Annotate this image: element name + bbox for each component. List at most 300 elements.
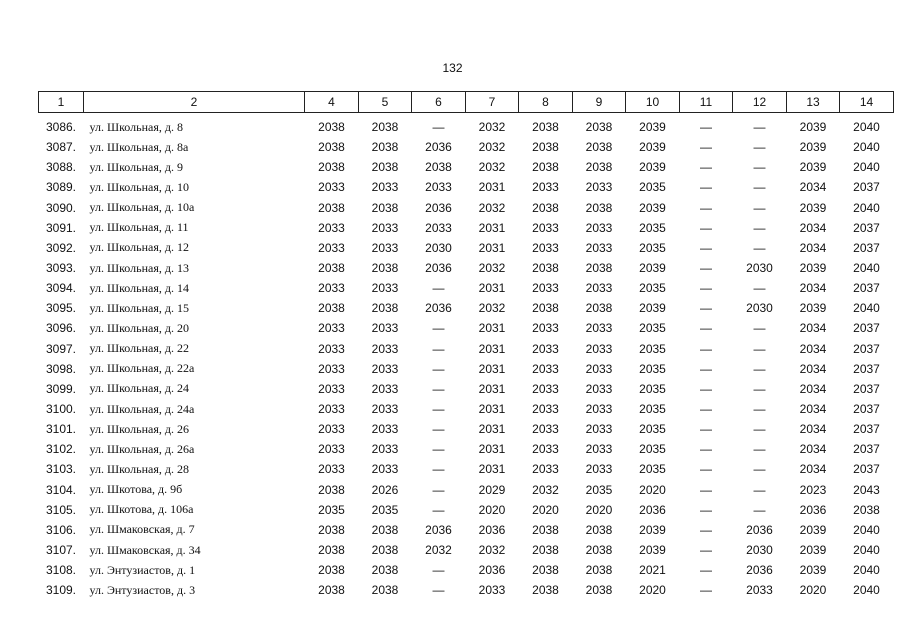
year-cell: 2033 — [318, 361, 345, 376]
year-cell: 2036 — [478, 522, 506, 537]
year-cell: 2033 — [371, 361, 399, 376]
year-cell: 2038 — [532, 120, 559, 135]
year-cell: 2033 — [585, 180, 613, 195]
year-cell: 2026 — [371, 482, 399, 497]
row-number: 3086. — [45, 120, 77, 135]
year-cell: 2038 — [585, 120, 613, 135]
row-number: 3103. — [45, 462, 77, 477]
year-cell: 2031 — [478, 180, 506, 195]
year-cell: 2034 — [799, 180, 827, 195]
year-cell: 2036 — [478, 563, 506, 578]
year-cell: — — [700, 563, 712, 578]
year-cell: 2039 — [799, 261, 827, 276]
year-cell: — — [753, 381, 766, 396]
year-cell: 2036 — [425, 261, 452, 276]
year-cell: — — [753, 402, 766, 417]
column-header: 8 — [519, 92, 573, 113]
year-cell: — — [753, 321, 766, 336]
table-row — [39, 560, 894, 580]
year-cell: 2038 — [371, 140, 399, 155]
year-cell: 2038 — [318, 261, 345, 276]
year-cell: 2038 — [532, 200, 559, 215]
year-cell: 2038 — [371, 563, 399, 578]
year-cell: 2037 — [853, 220, 880, 235]
year-cell: 2038 — [532, 543, 559, 558]
year-cell: 2033 — [585, 422, 613, 437]
year-cell: 2033 — [585, 462, 613, 477]
year-cell: 2038 — [585, 261, 613, 276]
year-cell: 2039 — [639, 301, 666, 316]
address-cell: ул. Школьная, д. 26а — [89, 441, 195, 456]
year-cell: 2038 — [585, 522, 613, 537]
year-cell: 2031 — [478, 381, 506, 396]
schedule-table — [38, 91, 894, 600]
year-cell: 2038 — [532, 522, 559, 537]
year-cell: 2032 — [478, 301, 506, 316]
year-cell: 2040 — [853, 563, 880, 578]
year-cell: 2039 — [799, 140, 827, 155]
row-number: 3090. — [45, 200, 77, 215]
year-cell: 2038 — [318, 140, 345, 155]
year-cell: 2033 — [318, 402, 345, 417]
year-cell: 2032 — [478, 543, 506, 558]
year-cell: 2037 — [853, 180, 880, 195]
table-row — [39, 540, 894, 560]
year-cell: — — [700, 200, 712, 215]
year-cell: 2036 — [425, 140, 452, 155]
year-cell: 2037 — [853, 422, 880, 437]
year-cell: — — [700, 543, 712, 558]
year-cell: 2033 — [318, 321, 345, 336]
year-cell: 2037 — [853, 442, 880, 457]
year-cell: 2033 — [532, 422, 559, 437]
year-cell: 2033 — [318, 281, 345, 296]
year-cell: — — [700, 180, 712, 195]
year-cell: 2031 — [478, 281, 506, 296]
table-row — [39, 198, 894, 218]
year-cell: 2034 — [799, 361, 827, 376]
address-cell: ул. Энтузиастов, д. 3 — [89, 582, 196, 597]
year-cell: — — [700, 301, 712, 316]
address-cell: ул. Школьная, д. 8 — [89, 119, 183, 134]
year-cell: 2033 — [585, 341, 613, 356]
year-cell: — — [700, 361, 712, 376]
year-cell: 2033 — [318, 341, 345, 356]
year-cell: 2033 — [746, 583, 773, 598]
year-cell: 2031 — [478, 341, 506, 356]
year-cell: — — [432, 422, 445, 437]
year-cell: 2037 — [853, 361, 880, 376]
year-cell: 2032 — [478, 160, 506, 175]
table-row — [39, 459, 894, 479]
year-cell: 2031 — [478, 220, 506, 235]
year-cell: 2020 — [585, 502, 613, 517]
table-row — [39, 439, 894, 459]
year-cell: — — [432, 402, 445, 417]
table-row — [39, 580, 894, 600]
row-number: 3098. — [45, 361, 77, 376]
year-cell: 2033 — [371, 180, 399, 195]
year-cell: — — [432, 502, 445, 517]
year-cell: 2030 — [746, 543, 773, 558]
year-cell: 2038 — [425, 160, 452, 175]
year-cell: 2031 — [478, 442, 506, 457]
table-row — [39, 379, 894, 399]
page-number: 132 — [442, 61, 463, 75]
year-cell: — — [700, 402, 712, 417]
year-cell: 2038 — [318, 543, 345, 558]
year-cell: — — [432, 341, 445, 356]
year-cell: 2033 — [318, 462, 345, 477]
year-cell: — — [700, 220, 712, 235]
year-cell: 2033 — [532, 462, 559, 477]
year-cell: — — [753, 422, 766, 437]
year-cell: 2040 — [853, 261, 880, 276]
year-cell: — — [432, 442, 445, 457]
year-cell: 2035 — [639, 281, 666, 296]
year-cell: 2038 — [318, 482, 345, 497]
year-cell: 2023 — [799, 482, 827, 497]
year-cell: 2033 — [585, 381, 613, 396]
year-cell: — — [432, 321, 445, 336]
year-cell: 2036 — [799, 502, 827, 517]
year-cell: 2038 — [853, 502, 880, 517]
year-cell: — — [753, 160, 766, 175]
year-cell: 2020 — [639, 583, 666, 598]
year-cell: — — [700, 120, 712, 135]
address-cell: ул. Школьная, д. 13 — [89, 260, 189, 275]
table-row — [39, 339, 894, 359]
year-cell: — — [432, 120, 445, 135]
year-cell: 2030 — [425, 240, 452, 255]
row-number: 3101. — [45, 422, 77, 437]
year-cell: 2035 — [639, 180, 666, 195]
year-cell: — — [700, 462, 712, 477]
row-number: 3106. — [45, 522, 77, 537]
year-cell: 2033 — [585, 240, 613, 255]
row-number: 3100. — [45, 402, 77, 417]
year-cell: 2038 — [318, 301, 345, 316]
year-cell: — — [432, 583, 445, 598]
year-cell: 2032 — [425, 543, 452, 558]
year-cell: 2039 — [639, 200, 666, 215]
column-header: 5 — [359, 92, 412, 113]
column-header: 13 — [787, 92, 840, 113]
year-cell: 2033 — [532, 361, 559, 376]
year-cell: 2033 — [371, 341, 399, 356]
year-cell: 2037 — [853, 240, 880, 255]
year-cell: 2020 — [532, 502, 559, 517]
year-cell: 2037 — [853, 341, 880, 356]
row-number: 3091. — [45, 220, 77, 235]
table-row — [39, 238, 894, 258]
year-cell: 2039 — [799, 120, 827, 135]
year-cell: 2033 — [371, 240, 399, 255]
table-row — [39, 359, 894, 379]
year-cell: 2037 — [853, 462, 880, 477]
year-cell: 2033 — [532, 402, 559, 417]
year-cell: 2038 — [585, 563, 613, 578]
year-cell: 2036 — [425, 522, 452, 537]
year-cell: 2033 — [532, 381, 559, 396]
year-cell: 2040 — [853, 522, 880, 537]
year-cell: 2035 — [639, 422, 666, 437]
year-cell: — — [753, 220, 766, 235]
table-row — [39, 419, 894, 439]
row-number: 3089. — [45, 180, 77, 195]
row-number: 3108. — [45, 563, 77, 578]
year-cell: — — [700, 240, 712, 255]
address-cell: ул. Шмаковская, д. 34 — [89, 542, 201, 557]
year-cell: 2038 — [532, 301, 559, 316]
year-cell: 2038 — [532, 140, 559, 155]
year-cell: 2040 — [853, 200, 880, 215]
year-cell: 2035 — [639, 321, 666, 336]
year-cell: 2038 — [585, 301, 613, 316]
column-header: 7 — [466, 92, 519, 113]
column-header: 1 — [39, 92, 84, 113]
year-cell: 2033 — [318, 381, 345, 396]
year-cell: 2033 — [532, 281, 559, 296]
year-cell: — — [700, 160, 712, 175]
address-cell: ул. Шмаковская, д. 7 — [89, 522, 195, 537]
table-row — [39, 318, 894, 338]
table-row — [39, 157, 894, 177]
year-cell: 2035 — [639, 442, 666, 457]
year-cell: 2040 — [853, 120, 880, 135]
address-cell: ул. Энтузиастов, д. 1 — [89, 562, 196, 577]
year-cell: 2033 — [425, 180, 452, 195]
year-cell: 2038 — [585, 200, 613, 215]
column-header: 6 — [412, 92, 466, 113]
year-cell: — — [432, 361, 445, 376]
year-cell: 2038 — [585, 140, 613, 155]
table-row — [39, 500, 894, 520]
year-cell: 2031 — [478, 402, 506, 417]
year-cell: 2037 — [853, 381, 880, 396]
row-number: 3093. — [45, 261, 77, 276]
year-cell: 2038 — [371, 301, 399, 316]
year-cell: — — [753, 482, 766, 497]
year-cell: 2034 — [799, 422, 827, 437]
row-number: 3097. — [45, 341, 77, 356]
year-cell: 2039 — [639, 160, 666, 175]
year-cell: 2035 — [639, 220, 666, 235]
year-cell: 2036 — [425, 301, 452, 316]
column-header: 2 — [84, 92, 305, 113]
table-row — [39, 298, 894, 318]
year-cell: 2038 — [371, 543, 399, 558]
year-cell: — — [700, 381, 712, 396]
year-cell: 2040 — [853, 543, 880, 558]
year-cell: 2033 — [371, 381, 399, 396]
table-row — [39, 218, 894, 238]
column-header: 12 — [733, 92, 787, 113]
year-cell: 2039 — [799, 563, 827, 578]
year-cell: 2033 — [371, 321, 399, 336]
year-cell: 2039 — [639, 522, 666, 537]
year-cell: 2034 — [799, 381, 827, 396]
year-cell: 2035 — [639, 240, 666, 255]
year-cell: 2030 — [746, 261, 773, 276]
address-cell: ул. Школьная, д. 20 — [89, 320, 189, 335]
address-cell: ул. Шкотова, д. 9б — [89, 482, 183, 497]
year-cell: — — [753, 281, 766, 296]
year-cell: 2039 — [639, 140, 666, 155]
year-cell: 2033 — [532, 321, 559, 336]
year-cell: 2038 — [371, 583, 399, 598]
year-cell: — — [753, 240, 766, 255]
year-cell: 2033 — [425, 220, 452, 235]
year-cell: — — [700, 341, 712, 356]
row-number: 3087. — [45, 140, 77, 155]
address-cell: ул. Школьная, д. 24 — [89, 381, 189, 396]
year-cell: — — [432, 482, 445, 497]
year-cell: 2038 — [318, 583, 345, 598]
year-cell: 2039 — [799, 543, 827, 558]
year-cell: — — [700, 482, 712, 497]
year-cell: 2033 — [371, 281, 399, 296]
year-cell: 2038 — [318, 160, 345, 175]
address-cell: ул. Школьная, д. 22 — [89, 341, 189, 356]
table-row — [39, 258, 894, 278]
year-cell: 2032 — [532, 482, 559, 497]
year-cell: 2039 — [799, 522, 827, 537]
year-cell: — — [753, 502, 766, 517]
table-row — [39, 278, 894, 298]
year-cell: 2039 — [799, 301, 827, 316]
year-cell: 2038 — [318, 522, 345, 537]
row-number: 3105. — [45, 502, 77, 517]
row-number: 3107. — [45, 543, 77, 558]
year-cell: 2043 — [853, 482, 880, 497]
year-cell: 2033 — [532, 442, 559, 457]
year-cell: 2032 — [478, 140, 506, 155]
year-cell: 2020 — [799, 583, 827, 598]
row-number: 3096. — [45, 321, 77, 336]
table-row — [39, 520, 894, 540]
year-cell: 2033 — [585, 442, 613, 457]
year-cell: 2033 — [318, 240, 345, 255]
year-cell: — — [700, 502, 712, 517]
year-cell: 2039 — [639, 120, 666, 135]
year-cell: 2034 — [799, 462, 827, 477]
table-body — [39, 113, 894, 601]
row-number: 3109. — [45, 583, 77, 598]
year-cell: 2030 — [746, 301, 773, 316]
column-header: 9 — [573, 92, 626, 113]
year-cell: — — [432, 281, 445, 296]
year-cell: 2034 — [799, 281, 827, 296]
year-cell: 2038 — [318, 200, 345, 215]
address-cell: ул. Школьная, д. 8а — [89, 139, 189, 154]
year-cell: 2033 — [318, 422, 345, 437]
year-cell: 2034 — [799, 402, 827, 417]
table-row — [39, 137, 894, 157]
address-cell: ул. Школьная, д. 24а — [89, 401, 195, 416]
year-cell: 2033 — [585, 281, 613, 296]
year-cell: 2021 — [639, 563, 666, 578]
year-cell: 2036 — [425, 200, 452, 215]
year-cell: — — [753, 361, 766, 376]
address-cell: ул. Школьная, д. 28 — [89, 461, 189, 476]
address-cell: ул. Школьная, д. 26 — [89, 421, 189, 436]
year-cell: 2033 — [585, 321, 613, 336]
year-cell: — — [753, 462, 766, 477]
address-cell: ул. Школьная, д. 15 — [89, 300, 189, 315]
year-cell: 2038 — [371, 200, 399, 215]
year-cell: 2034 — [799, 442, 827, 457]
year-cell: — — [753, 180, 766, 195]
year-cell: — — [700, 140, 712, 155]
table-header-row — [39, 92, 894, 113]
table-row — [39, 177, 894, 197]
row-number: 3102. — [45, 442, 77, 457]
year-cell: 2039 — [799, 200, 827, 215]
year-cell: 2036 — [746, 522, 773, 537]
year-cell: — — [700, 583, 712, 598]
table-row — [39, 399, 894, 419]
year-cell: 2033 — [478, 583, 506, 598]
address-cell: ул. Школьная, д. 10а — [89, 200, 195, 215]
row-number: 3092. — [45, 240, 77, 255]
year-cell: — — [432, 462, 445, 477]
year-cell: 2020 — [639, 482, 666, 497]
year-cell: 2038 — [371, 261, 399, 276]
year-cell: — — [700, 442, 712, 457]
address-cell: ул. Школьная, д. 14 — [89, 280, 189, 295]
year-cell: 2033 — [585, 361, 613, 376]
year-cell: 2034 — [799, 240, 827, 255]
year-cell: 2038 — [585, 160, 613, 175]
year-cell: 2031 — [478, 240, 506, 255]
year-cell: 2035 — [585, 482, 613, 497]
row-number: 3088. — [45, 160, 77, 175]
year-cell: 2032 — [478, 261, 506, 276]
year-cell: 2040 — [853, 140, 880, 155]
year-cell: 2031 — [478, 321, 506, 336]
row-number: 3104. — [45, 482, 77, 497]
year-cell: 2038 — [371, 522, 399, 537]
table-row — [39, 480, 894, 500]
year-cell: 2033 — [371, 422, 399, 437]
year-cell: — — [753, 120, 766, 135]
year-cell: 2035 — [318, 502, 345, 517]
year-cell: 2033 — [318, 220, 345, 235]
year-cell: 2038 — [532, 160, 559, 175]
address-cell: ул. Школьная, д. 22а — [89, 361, 195, 376]
year-cell: 2040 — [853, 301, 880, 316]
year-cell: 2035 — [639, 402, 666, 417]
year-cell: 2034 — [799, 341, 827, 356]
year-cell: 2033 — [532, 220, 559, 235]
year-cell: — — [700, 522, 712, 537]
column-header: 4 — [305, 92, 359, 113]
year-cell: 2039 — [799, 160, 827, 175]
year-cell: 2033 — [371, 220, 399, 235]
year-cell: 2040 — [853, 583, 880, 598]
table-row — [39, 113, 894, 138]
year-cell: 2038 — [318, 120, 345, 135]
address-cell: ул. Школьная, д. 11 — [89, 220, 189, 235]
address-cell: ул. Шкотова, д. 106а — [89, 502, 194, 517]
year-cell: 2039 — [639, 543, 666, 558]
address-cell: ул. Школьная, д. 12 — [89, 240, 189, 255]
year-cell: 2035 — [639, 361, 666, 376]
year-cell: 2036 — [746, 563, 773, 578]
year-cell: — — [700, 321, 712, 336]
year-cell: 2032 — [478, 120, 506, 135]
